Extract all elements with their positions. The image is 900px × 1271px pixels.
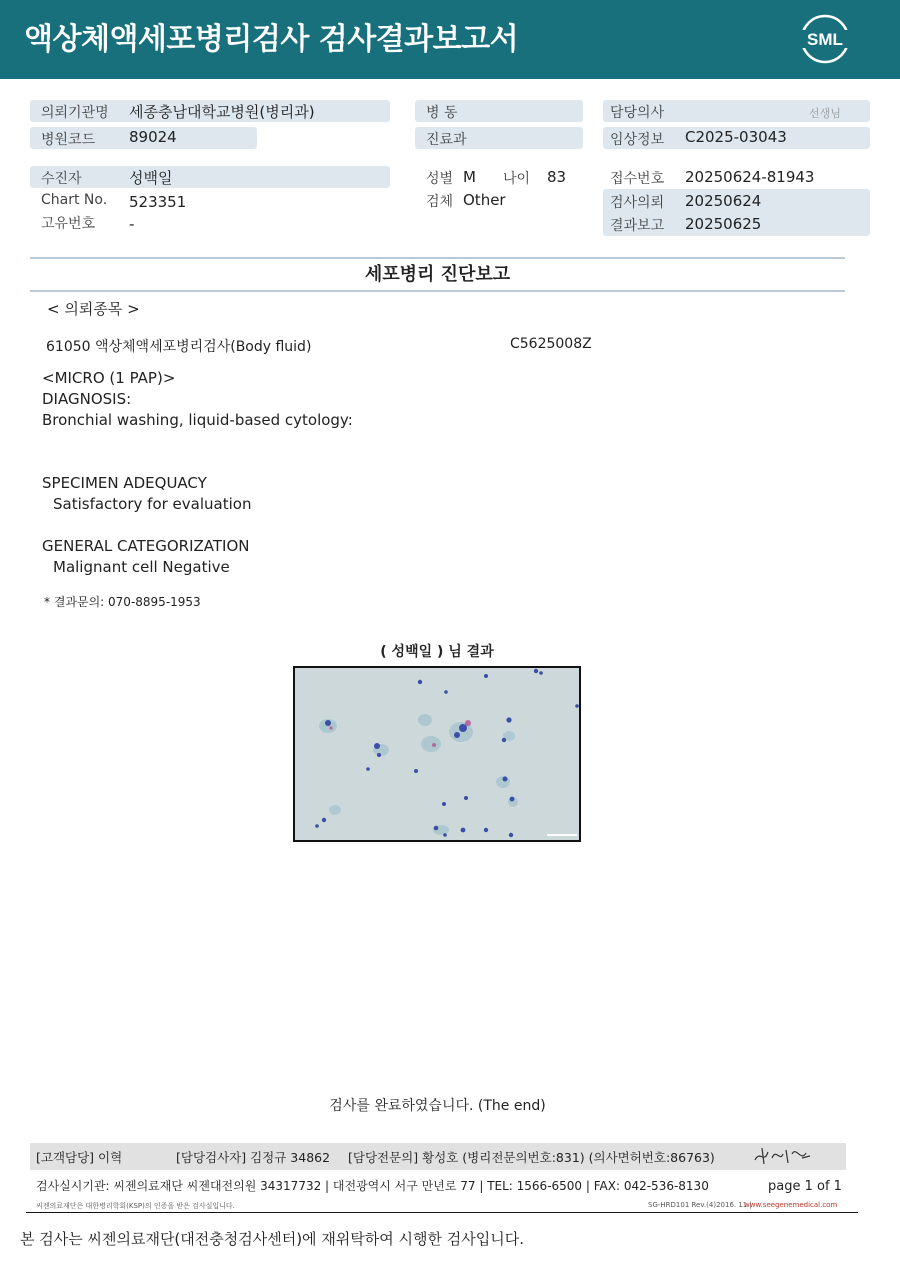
diagnosis-label: DIAGNOSIS: — [42, 390, 132, 408]
receipt-label: 접수번호 — [610, 171, 665, 187]
report-title: 액상체액세포병리검사 검사결과보고서 — [24, 22, 519, 57]
clinical-info-label: 임상정보 — [610, 132, 665, 148]
fine-print-code: SG-HRD101 Rev.(4)2016. 11 | — [648, 1201, 752, 1209]
fine-print-left: 씨젠의료재단은 대한병리학회(KSP)의 인증을 받은 검사실입니다. — [36, 1202, 235, 1210]
unique-id-value: - — [129, 215, 135, 233]
specimen-label: 검체 — [426, 194, 454, 210]
institution-label: 의뢰기관명 — [41, 105, 109, 121]
chart-value: 523351 — [129, 193, 187, 211]
sex-value: M — [463, 168, 476, 186]
inquiry-note: * 결과문의: 070-8895-1953 — [44, 595, 201, 609]
doctor-suffix: 선생님 — [809, 107, 841, 120]
sml-logo-icon — [796, 12, 854, 66]
fine-print-url[interactable]: www.seegenemedical.com — [744, 1201, 838, 1209]
bottom-note: 본 검사는 씨젠의료재단(대전충청검사센터)에 재위탁하여 시행한 검사입니다. — [20, 1230, 524, 1248]
categorization-label: GENERAL CATEGORIZATION — [42, 537, 250, 555]
patient-band — [30, 166, 390, 188]
diagnosis-text: Bronchial washing, liquid-based cytology: — [42, 411, 353, 429]
report-header — [0, 0, 900, 79]
report-date-value: 20250625 — [685, 215, 762, 233]
patient-name: 성백일 — [129, 169, 173, 187]
test-name: 61050 액상체액세포병리검사(Body fluid) — [46, 339, 312, 355]
report-date-label: 결과보고 — [610, 218, 665, 234]
patient-label: 수진자 — [41, 171, 82, 187]
ward-label: 병 동 — [426, 105, 458, 121]
request-items-heading: < 의뢰종목 > — [47, 300, 140, 318]
svg-text:SML: SML — [807, 30, 843, 49]
age-label: 나이 — [503, 171, 531, 187]
test-code: C5625008Z — [510, 336, 592, 352]
receipt-value: 20250624-81943 — [685, 168, 815, 186]
doctor-label: 담당의사 — [610, 105, 665, 121]
micro-heading: <MICRO (1 PAP)> — [42, 369, 176, 387]
tester-info: [담당검사자] 김정규 34862 — [176, 1150, 331, 1165]
page-number: page 1 of 1 — [768, 1179, 842, 1194]
adequacy-label: SPECIMEN ADEQUACY — [42, 474, 207, 492]
age-value: 83 — [547, 168, 567, 186]
hospital-code-value: 89024 — [129, 128, 177, 146]
signature-icon — [752, 1144, 814, 1168]
footer-divider — [26, 1212, 858, 1213]
institution-value: 세종충남대학교병원(병리과) — [129, 103, 315, 121]
department-label: 진료과 — [426, 132, 467, 148]
request-label: 검사의뢰 — [610, 195, 665, 211]
image-caption: ( 성백일 ) 님 결과 — [380, 644, 494, 660]
sex-label: 성별 — [426, 171, 454, 187]
unique-id-label: 고유번호 — [41, 216, 96, 232]
section-rule-top — [30, 257, 845, 259]
institution-info: 검사실시기관: 씨젠의료재단 씨젠대전의원 34317732 | 대전광역시 서구 만년로 77 | TEL: 1566-6500 | FAX: 042-536-8130 — [36, 1179, 709, 1193]
specimen-value: Other — [463, 191, 506, 209]
specialist-info: [담당전문의] 황성호 (병리전문의번호:831) (의사면허번호:86763) — [348, 1150, 715, 1165]
customer-contact: [고객담당] 이혁 — [36, 1150, 123, 1165]
categorization-text: Malignant cell Negative — [53, 558, 230, 576]
chart-label: Chart No. — [41, 192, 108, 208]
clinical-info-value: C2025-03043 — [685, 128, 787, 146]
hospital-code-label: 병원코드 — [41, 132, 96, 148]
adequacy-text: Satisfactory for evaluation — [53, 495, 252, 513]
section-rule-bottom — [30, 290, 845, 292]
section-title: 세포병리 진단보고 — [364, 264, 511, 285]
request-value: 20250624 — [685, 192, 762, 210]
end-text: 검사를 완료하였습니다. (The end) — [329, 1098, 546, 1114]
cytology-microscopy-image — [293, 666, 581, 842]
